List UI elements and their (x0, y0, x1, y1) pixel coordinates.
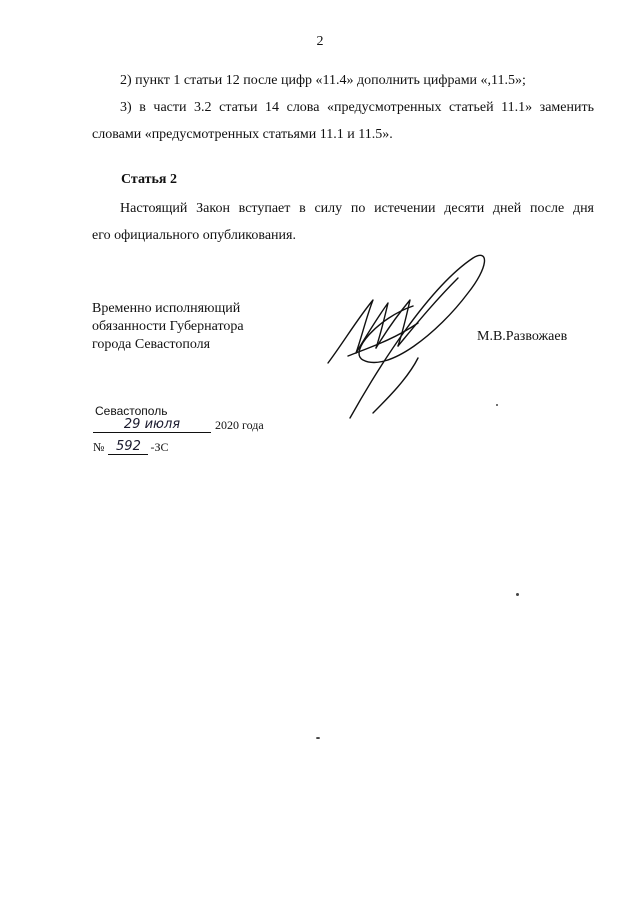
signing-date (93, 418, 264, 433)
handwritten-date: 29 июля (93, 418, 211, 433)
scan-speck (516, 593, 519, 596)
article-2-text-line-2: его официального опубликования. (92, 228, 296, 243)
signer-name: М.В.Развожаев (477, 329, 568, 344)
signer-position (92, 300, 244, 354)
signer-position-line-1: Временно исполняющий (92, 301, 241, 316)
article-2-title: Статья 2 (121, 172, 177, 187)
place-of-signing: Севастополь (95, 404, 168, 418)
handwritten-number: 592 (108, 440, 148, 455)
signer-position-line-2: обязанности Губернатора (92, 319, 244, 334)
signer-position-line-3: города Севастополя (92, 337, 211, 352)
item-2-text: 2) пункт 1 статьи 12 после цифр «11.4» дополнить цифрами «,11.5»; (120, 73, 526, 88)
scan-speck (316, 737, 320, 739)
law-number (93, 440, 168, 455)
article-2-text-line-1: Настоящий Закон вступает в силу по истечении десяти дней после дня (120, 201, 594, 216)
number-prefix: № (93, 440, 105, 454)
item-3-text: 3) в части 3.2 статьи 14 слова «предусмотренных статьей 11.1» заменить словами «предусмотренных статьями 11.1 и 11.5». (92, 100, 594, 142)
scan-speck (496, 404, 498, 406)
handwritten-signature-icon (318, 248, 498, 423)
date-year: 2020 года (215, 418, 264, 432)
article-2-text (92, 195, 594, 249)
page-number: 2 (316, 34, 324, 49)
number-suffix: -ЗС (150, 440, 169, 454)
